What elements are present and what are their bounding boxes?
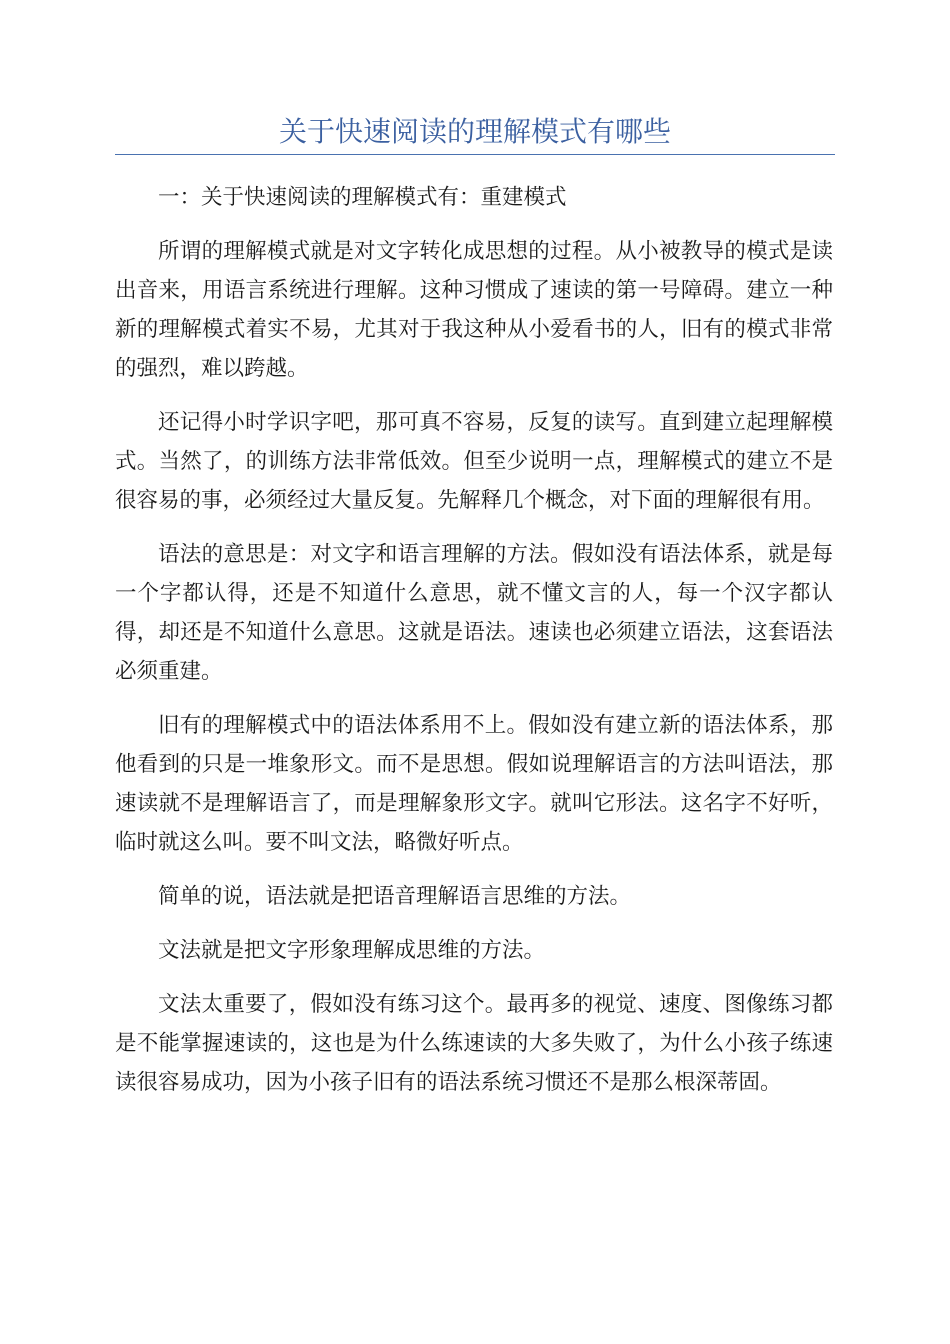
document-body [115,178,833,1117]
paragraph: 文法就是把文字形象理解成思维的方法。 [158,938,546,963]
paragraph: 所谓的理解模式就是对文字转化成思想的过程。从小被教导的模式是读出音来，用语言系统进行理解。这种习惯成了速读的第一号障碍。建立一种新的理解模式着实不易，尤其对于我这种从小爱看书的人，旧有的模式非常的强烈，难以跨越。 [115,239,833,381]
paragraph: 还记得小时学识字吧，那可真不容易，反复的读写。直到建立起理解模式。当然了，的训练方法非常低效。但至少说明一点，理解模式的建立不是很容易的事，必须经过大量反复。先解释几个概念，对下面的理解很有用。 [115,410,833,513]
paragraph: 简单的说，语法就是把语音理解语言思维的方法。 [158,884,632,909]
paragraph: 文法太重要了，假如没有练习这个。最再多的视觉、速度、图像练习都是不能掌握速读的，这也是为什么练速读的大多失败了，为什么小孩子练速读很容易成功，因为小孩子旧有的语法系统习惯还不是那么根深蒂固。 [115,992,833,1095]
title-underline [115,154,835,155]
paragraph: 语法的意思是：对文字和语言理解的方法。假如没有语法体系，就是每一个字都认得，还是不知道什么意思，就不懂文言的人，每一个汉字都认得，却还是不知道什么意思。这就是语法。速读也必须建立语法，这套语法必须重建。 [115,542,833,684]
section-heading: 一：关于快速阅读的理解模式有：重建模式 [158,185,567,210]
paragraph: 旧有的理解模式中的语法体系用不上。假如没有建立新的语法体系，那他看到的只是一堆象形文。而不是思想。假如说理解语言的方法叫语法，那速读就不是理解语言了，而是理解象形文字。就叫它形法。这名字不好听，临时就这么叫。要不叫文法，略微好听点。 [115,713,833,855]
document-title: 关于快速阅读的理解模式有哪些 [278,115,671,148]
